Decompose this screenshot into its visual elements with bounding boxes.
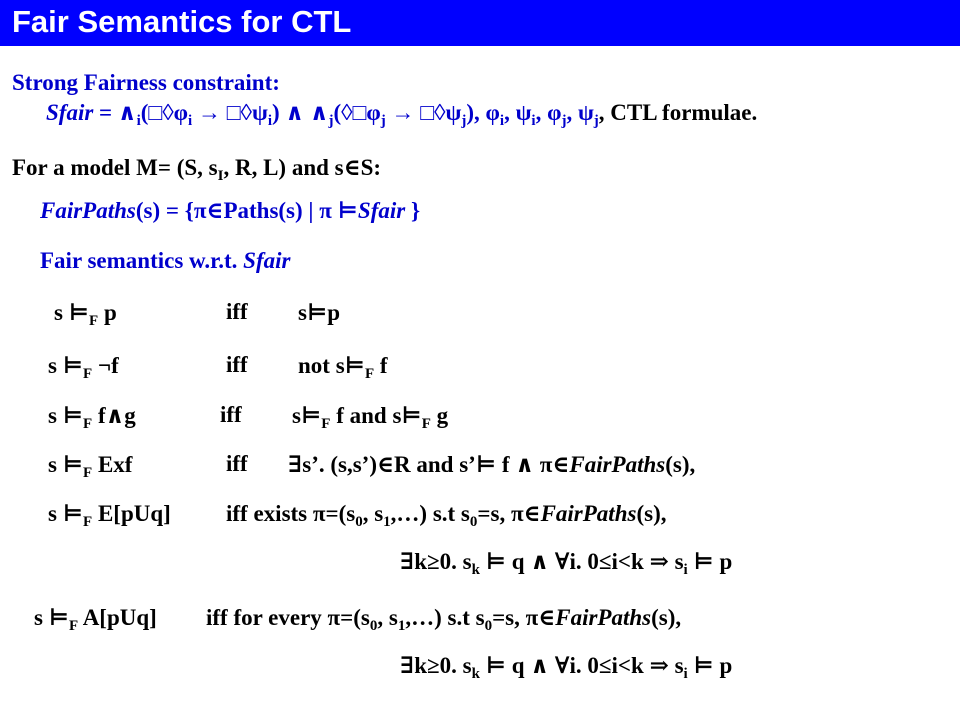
fair-paths-definition: FairPaths(s) = {π∈Paths(s) | π ⊨Sfair } bbox=[40, 198, 421, 223]
strong-fairness-heading: Strong Fairness constraint: bbox=[12, 70, 280, 95]
rule-prop-iff: iff bbox=[226, 299, 248, 324]
rule-negation-rhs: not $s⊨_F$ f bbox=[298, 353, 388, 382]
sfair-name: Sfair bbox=[46, 100, 94, 125]
rule-prop: s $⊨_F$ p bbox=[54, 300, 117, 329]
rule-ex: s $⊨_F$ Exf bbox=[48, 452, 133, 481]
rule-conjunction-rhs: $s⊨_F$ f and $s⊨_F$ g bbox=[292, 403, 449, 432]
rule-negation-iff: iff bbox=[226, 352, 248, 377]
rule-eu-continuation: ∃k≥0. $s_k$ ⊨ q ∧ ∀i. 0≤i<k ⇒ $s_i$ ⊨ p bbox=[400, 549, 733, 578]
sfair-formula: Sfair = $\wedge_i(□◊\varphi_i$ → $□◊\psi_i$) ∧ $\wedge_j(◊□\varphi_j$ → $□◊\psi_j$), $\varphi_i$, $\psi_i$, $\varphi_j$, $\psi_j$, CTL formulae. bbox=[46, 100, 758, 129]
rule-negation: s $⊨_F$ ¬f bbox=[48, 353, 119, 382]
rule-au-rhs: iff for every $\pi=(s_0$, $s_1,\dots$) s.t $s_0=s$, π∈FairPaths(s), bbox=[206, 605, 682, 634]
rule-ex-iff: iff bbox=[226, 451, 248, 476]
rule-ex-rhs: ∃s’. (s,s’)∈R and s’⊨ f ∧ π∈FairPaths(s), bbox=[288, 452, 696, 477]
rule-au: s $⊨_F$ A[pUq] bbox=[34, 605, 157, 634]
model-definition: For a model M= (S, $s_I$, R, L) and s∈S: bbox=[12, 155, 382, 184]
fair-semantics-heading: Fair semantics w.r.t. Sfair bbox=[40, 248, 291, 273]
rule-conjunction-iff: iff bbox=[220, 402, 242, 427]
rule-eu: s $⊨_F$ E[pUq] bbox=[48, 501, 171, 530]
rule-prop-rhs: s⊨p bbox=[298, 300, 341, 325]
rule-conjunction: s $⊨_F$ f∧g bbox=[48, 403, 136, 432]
rule-au-continuation: ∃k≥0. $s_k$ ⊨ q ∧ ∀i. 0≤i<k ⇒ $s_i$ ⊨ p bbox=[400, 653, 733, 682]
title-bar bbox=[0, 0, 960, 46]
rule-eu-rhs: iff exists $\pi=(s_0$, $s_1,\dots$) s.t $s_0=s$, π∈FairPaths(s), bbox=[226, 501, 667, 530]
slide-title: Fair Semantics for CTL bbox=[12, 4, 352, 39]
